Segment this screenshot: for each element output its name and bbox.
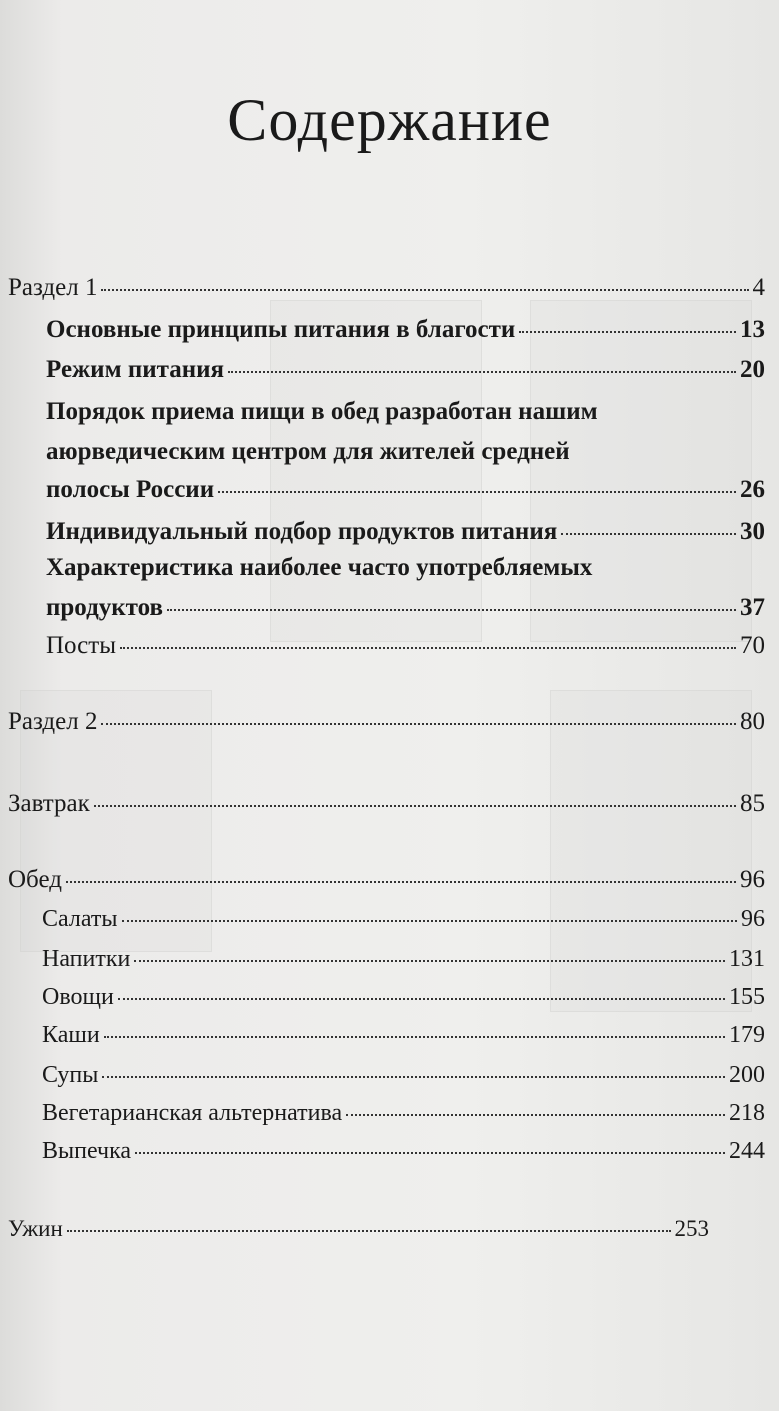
toc-page-number: 37 — [740, 594, 765, 621]
toc-entry-label: Основные принципы питания в благости — [46, 316, 516, 343]
toc-entry[interactable] — [42, 984, 765, 1011]
toc-entry[interactable] — [46, 594, 765, 622]
toc-page-number: 155 — [729, 984, 765, 1010]
toc-leader-dots — [218, 491, 736, 493]
toc-leader-dots — [519, 331, 736, 333]
toc-page-number: 96 — [740, 866, 765, 893]
toc-leader-dots — [101, 289, 748, 291]
toc-entry-label: продуктов — [46, 594, 163, 621]
toc-entry-label: Раздел 1 — [8, 274, 98, 301]
toc-entry-label: полосы России — [46, 476, 215, 503]
toc-entry[interactable] — [42, 1100, 765, 1127]
toc-entry[interactable] — [8, 274, 765, 302]
toc-page-number: 26 — [740, 476, 765, 503]
toc-entry[interactable] — [42, 1022, 765, 1049]
toc-entry[interactable] — [8, 1216, 709, 1242]
toc-entry-label: Режим питания — [46, 356, 225, 383]
toc-page-number: 85 — [740, 790, 765, 817]
toc-leader-dots — [122, 920, 738, 922]
toc-leader-dots — [104, 1036, 725, 1038]
toc-entry[interactable] — [42, 906, 765, 933]
toc-entry[interactable] — [8, 866, 765, 894]
bleed-through-image — [530, 300, 752, 642]
toc-entry-label: Овощи — [42, 984, 114, 1010]
toc-page-number: 200 — [729, 1062, 765, 1088]
toc-entry[interactable] — [46, 476, 765, 504]
toc-entry-label: Напитки — [42, 946, 131, 972]
toc-entry[interactable] — [42, 1062, 765, 1089]
toc-page-number: 253 — [674, 1216, 709, 1241]
toc-entry-line: Порядок приема пищи в обед разработан нашим — [46, 398, 598, 425]
toc-page-number: 13 — [740, 316, 765, 343]
page-title: Содержание — [227, 87, 552, 153]
toc-page-number: 70 — [740, 632, 765, 659]
toc-leader-dots — [101, 723, 736, 725]
toc-entry[interactable] — [46, 356, 765, 384]
toc-entry-label: Выпечка — [42, 1138, 132, 1164]
toc-entry-label: Посты — [46, 632, 116, 659]
toc-entry-label: Раздел 2 — [8, 708, 98, 735]
toc-entry[interactable] — [8, 790, 765, 818]
toc-entry-line: Характеристика наиболее часто употребляемых — [46, 554, 593, 581]
toc-entry-label: Вегетарианская альтернатива — [42, 1100, 343, 1126]
toc-entry-label: Ужин — [8, 1216, 63, 1241]
toc-leader-dots — [118, 998, 725, 1000]
toc-leader-dots — [346, 1114, 725, 1116]
toc-entry[interactable] — [46, 518, 765, 546]
toc-page-number: 20 — [740, 356, 765, 383]
toc-leader-dots — [228, 371, 736, 373]
toc-entry[interactable] — [46, 632, 765, 660]
toc-entry-label: Обед — [8, 866, 62, 893]
toc-leader-dots — [561, 533, 736, 535]
toc-leader-dots — [120, 647, 736, 649]
toc-entry-label: Салаты — [42, 906, 118, 932]
toc-leader-dots — [134, 960, 725, 962]
toc-page-number: 179 — [729, 1022, 765, 1048]
toc-entry[interactable] — [42, 946, 765, 973]
toc-entry[interactable] — [42, 1138, 765, 1165]
toc-leader-dots — [94, 805, 736, 807]
toc-leader-dots — [66, 881, 736, 883]
toc-page-number: 131 — [729, 946, 765, 972]
bleed-through-image — [270, 300, 482, 642]
toc-entry[interactable] — [8, 708, 765, 736]
toc-entry-line: аюрведическим центром для жителей средней — [46, 438, 570, 465]
toc-leader-dots — [167, 609, 736, 611]
toc-page-number: 30 — [740, 518, 765, 545]
toc-page-number: 96 — [741, 906, 765, 932]
toc-page-number: 4 — [752, 274, 765, 301]
toc-leader-dots — [67, 1230, 671, 1232]
toc-leader-dots — [135, 1152, 725, 1154]
toc-page-number: 218 — [729, 1100, 765, 1126]
toc-entry-label: Индивидуальный подбор продуктов питания — [46, 518, 558, 545]
toc-entry-label: Супы — [42, 1062, 99, 1088]
toc-entry-label: Завтрак — [8, 790, 90, 817]
toc-leader-dots — [102, 1076, 725, 1078]
toc-entry-label: Каши — [42, 1022, 100, 1048]
toc-page-number: 244 — [729, 1138, 765, 1164]
toc-page-number: 80 — [740, 708, 765, 735]
toc-entry[interactable] — [46, 316, 765, 344]
